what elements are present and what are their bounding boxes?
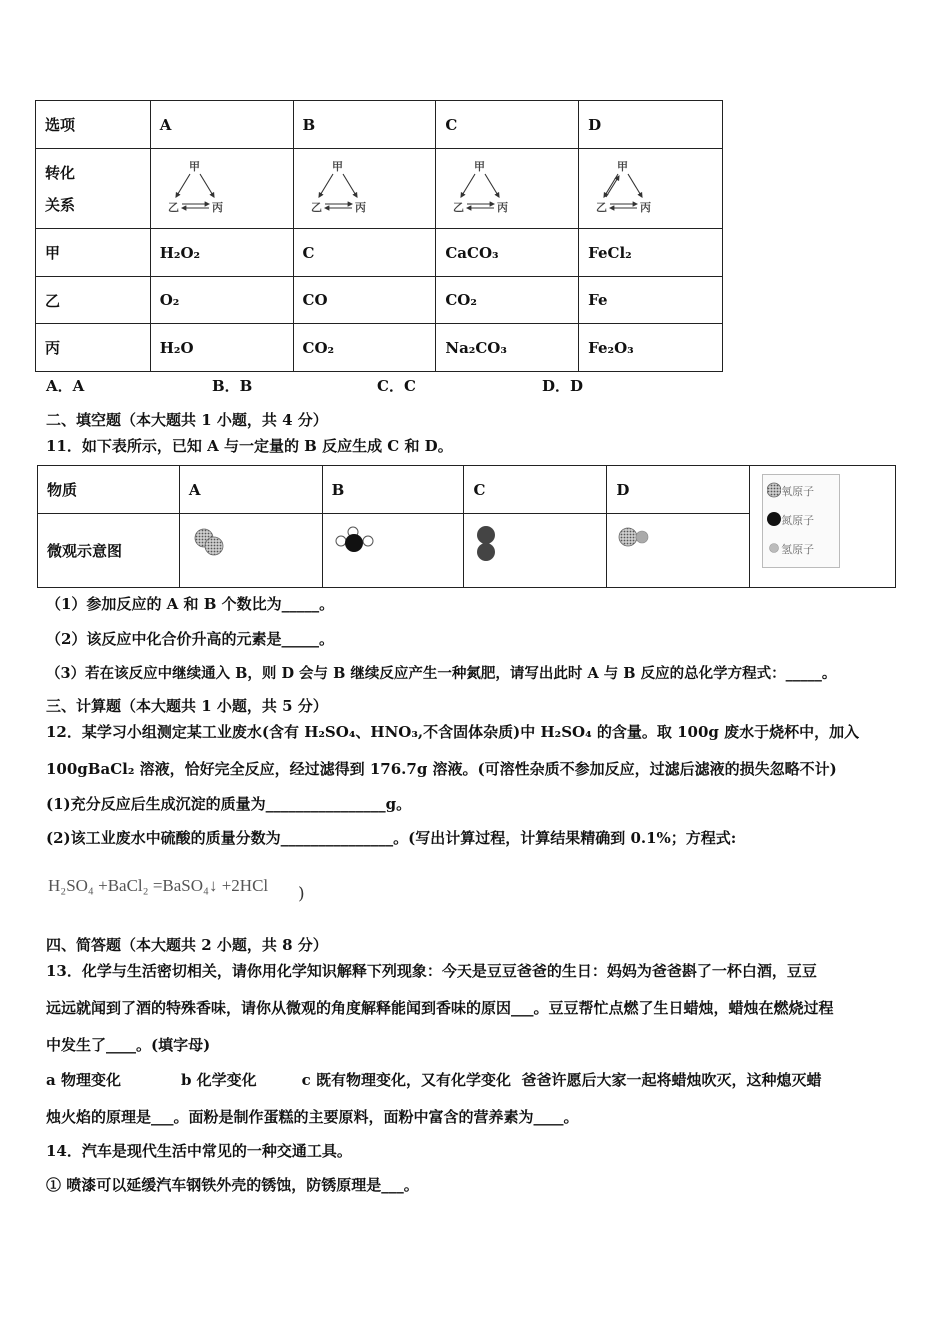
q11-header: B [322, 466, 464, 514]
q14-line2: ① 喷漆可以延缓汽车钢铁外壳的锈蚀，防锈原理是___。 [46, 1176, 419, 1194]
q10-row-label: 丙 [36, 324, 151, 372]
q11-header: A [179, 466, 322, 514]
transform-diagram [445, 159, 578, 219]
diagram-label-right: 丙 [354, 200, 366, 214]
q10-cell: C [293, 229, 436, 277]
q10-cell: Fe [579, 277, 723, 324]
q10-row-bing [36, 324, 723, 372]
q12-line1: 12．某学习小组测定某工业废水(含有 H₂SO₄、HNO₃,不含固体杂质)中 H₂SO₄ 的含量。取 100g 废水于烧杯中，加入 [46, 723, 860, 741]
q12-line2: 100gBaCl₂ 溶液，恰好完全反应，经过滤得到 176.7g 溶液。(可溶性杂质不参加反应，过滤后滤液的损失忽略不计) [46, 760, 837, 778]
q11-header: 物质 [38, 466, 180, 514]
molecule-c-icon [474, 522, 504, 570]
triangle-diagram-icon [160, 159, 230, 215]
q11-molecule-d [607, 514, 750, 588]
q13-line5: 烛火焰的原理是___。面粉是制作蛋糕的主要原料，面粉中富含的营养素为____。 [46, 1108, 579, 1126]
q10-header: D [579, 101, 723, 149]
transform-diagram [588, 159, 722, 219]
diagram-label-left: 乙 [453, 200, 465, 214]
q13-line4: a 物理变化 b 化学变化 c 既有物理变化，又有化学变化 爸爸许愿后大家一起将蜡烛吹灭，这种熄灭蜡 [46, 1071, 822, 1089]
molecule-a-icon [192, 526, 232, 562]
q10-cell: O₂ [150, 277, 293, 324]
q10-cell: CO [293, 277, 436, 324]
q11-stem: 11．如下表所示，已知 A 与一定量的 B 反应生成 C 和 D。 [46, 437, 453, 455]
q12-sub1: (1)充分反应后生成沉淀的质量为________________g。 [46, 795, 412, 813]
transform-diagram [160, 159, 293, 219]
q10-cell: H₂O [150, 324, 293, 372]
q10-diagram-cell [436, 149, 579, 229]
diagram-label-right: 丙 [497, 200, 509, 214]
q11-legend-cell [750, 466, 896, 588]
section-heading: 二、填空题（本大题共 1 小题，共 4 分） [46, 411, 328, 429]
q13-line2: 远远就闻到了酒的特殊香味，请你从微观的角度解释能闻到香味的原因___。豆豆帮忙点燃了生日蜡烛，蜡烛在燃烧过程 [46, 999, 834, 1017]
q12-equation: H₂SO₄ +BaCl₂ =BaSO₄↓ +2HCl [48, 876, 269, 895]
q10-cell: CaCO₃ [436, 229, 579, 277]
q10-diagram-cell [150, 149, 293, 229]
diagram-label-right: 丙 [211, 200, 223, 214]
q10-row-label: 甲 [36, 229, 151, 277]
molecule-d-icon [617, 524, 657, 554]
legend-atoms-icon [767, 481, 781, 561]
triangle-diagram-icon [445, 159, 515, 215]
q10-table [35, 100, 723, 372]
section-heading: 三、计算题（本大题共 1 小题，共 5 分） [46, 697, 328, 715]
diagram-label-left: 乙 [310, 200, 322, 214]
q12-sub2: (2)该工业废水中硫酸的质量分数为_______________。(写出计算过程，计算结果精确到 0.1%；方程式: [46, 829, 737, 847]
q10-cell: CO₂ [293, 324, 436, 372]
q10-diagram-cell [293, 149, 436, 229]
q10-header: B [293, 101, 436, 149]
q10-header: 选项 [36, 101, 151, 149]
q10-transform-label: 转化 关系 [36, 149, 151, 229]
triangle-diagram-icon [303, 159, 373, 215]
q11-row-label: 微观示意图 [38, 514, 180, 588]
q10-header: A [150, 101, 293, 149]
q10-row-yi [36, 277, 723, 324]
option-a[interactable]: A．A [46, 377, 85, 395]
q14-line1: 14．汽车是现代生活中常见的一种交通工具。 [46, 1142, 352, 1160]
q10-cell: H₂O₂ [150, 229, 293, 277]
option-c[interactable]: C．C [377, 377, 416, 395]
q11-molecule-a [179, 514, 322, 588]
q11-sub2: （2）该反应中化合价升高的元素是_____。 [46, 630, 334, 648]
option-d[interactable]: D．D [542, 377, 584, 395]
q10-transform-row [36, 149, 723, 229]
molecule-b-icon [333, 526, 379, 562]
triangle-diagram-icon [588, 159, 658, 215]
diagram-label-top: 甲 [331, 159, 343, 173]
q11-table [37, 465, 896, 588]
diagram-label-top: 甲 [188, 159, 200, 173]
q11-header-row [38, 466, 896, 514]
q11-molecule-c [464, 514, 607, 588]
q10-cell: Fe₂O₃ [579, 324, 723, 372]
q11-sub3: （3）若在该反应中继续通入 B，则 D 会与 B 继续反应产生一种氮肥，请写出此时 A 与 B 反应的总化学方程式：_____。 [46, 665, 837, 682]
q10-cell: FeCl₂ [579, 229, 723, 277]
diagram-label-left: 乙 [596, 200, 608, 214]
q10-header: C [436, 101, 579, 149]
legend-nitrogen: 氮原子 [781, 514, 815, 527]
q10-row-label: 乙 [36, 277, 151, 324]
q10-cell: CO₂ [436, 277, 579, 324]
diagram-label-right: 丙 [640, 200, 652, 214]
q11-header: D [607, 466, 750, 514]
section-heading: 四、简答题（本大题共 2 小题，共 8 分） [46, 936, 328, 954]
legend-oxygen: 氧原子 [781, 485, 815, 498]
option-b[interactable]: B．B [212, 377, 253, 395]
diagram-label-top: 甲 [617, 159, 629, 173]
q10-cell: Na₂CO₃ [436, 324, 579, 372]
q13-line1: 13．化学与生活密切相关，请你用化学知识解释下列现象：今天是豆豆爸爸的生日：妈妈为爸爸斟了一杯白酒，豆豆 [46, 962, 817, 980]
diagram-label-left: 乙 [167, 200, 179, 214]
q11-header: C [464, 466, 607, 514]
transform-diagram [303, 159, 436, 219]
q10-diagram-cell [579, 149, 723, 229]
q13-line3: 中发生了____。(填字母) [46, 1036, 211, 1054]
q10-row-jia [36, 229, 723, 277]
legend-hydrogen: 氢原子 [781, 543, 815, 556]
q10-header-row [36, 101, 723, 149]
legend-box [762, 474, 840, 568]
q11-sub1: （1）参加反应的 A 和 B 个数比为_____。 [46, 595, 335, 613]
q11-molecule-b [322, 514, 464, 588]
q12-equation-close: ) [298, 884, 305, 904]
diagram-label-top: 甲 [474, 159, 486, 173]
